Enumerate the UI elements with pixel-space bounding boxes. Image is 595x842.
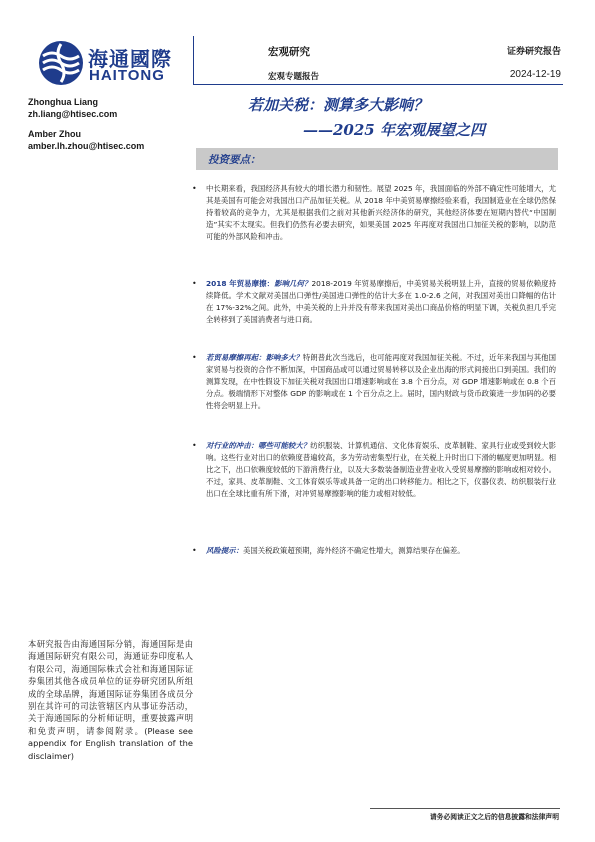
author-name: Zhonghua Liang	[28, 97, 98, 107]
author-email[interactable]: zh.liang@htisec.com	[28, 109, 118, 119]
key-points-header	[196, 148, 558, 170]
report-category: 宏观研究	[268, 46, 310, 58]
key-point-bullet	[192, 183, 556, 243]
bullet-lead: 影响几何？	[274, 279, 312, 288]
distribution-disclaimer: 本研究报告由海通国际分销，海通国际是由海通国际研究有限公司，海通证券印度私人有限公司，海通国际株式会社和海通国际证券集团其他各成员单位的证券研究团队所组成的全球品牌，海通国际证券集团各成员分别在其许可的司法管辖区内从事证券活动，关于海通国际的分析师证明，重要披露声明和免责声明，请参阅附录。(Please see appendix for English translation of the disclaimer)	[28, 639, 193, 761]
bullet-lead: 对行业的冲击：哪些可能较大？	[206, 441, 311, 450]
key-point-bullet	[192, 278, 556, 326]
author-name: Amber Zhou	[28, 129, 81, 139]
bullet-text: 特朗普此次当选后，也可能再度对我国加征关税。不过，近年来我国与其他国家贸易与投资的合作不断加深，中国商品或可以通过贸易转移以及企业出海的形式间接出口到美国。我们的测算发现，在中性假设下加征关税对我国出口增速影响或在 3.8 个百分点，对 GDP 增速影响或在 0.8 个百分点。极端情形下对整体 GDP 的影响或在 1 个百分点之上。届时，国内财政与货币政策进一步加码的必要性将会明显上升。	[206, 353, 556, 410]
bullet-text: 中长期来看，我国经济具有较大的增长潜力和韧性。展望 2025 年，我国面临的外部不确定性可能增大，尤其是美国有可能会对我国出口产品加征关税。从 2018 年中美贸易摩擦经验来看，我国制造业在全球仍然保持着较高的竞争力，尤其是根据我们之前对其他新兴经济体的研究，其他经济体要在短期内替代“中国制造”其实不太现实。但我们仍然有必要去研究，如果美国 2025 年再度对我国出口加征关税的影响，以防范可能的外部风险和冲击。	[206, 184, 556, 241]
bullet-prefix: 2018 年贸易摩擦：	[206, 279, 275, 288]
report-type: 证券研究报告	[506, 47, 561, 57]
bullet-icon: •	[192, 184, 197, 193]
key-points-label: 投资要点：	[208, 154, 261, 166]
haitong-emblem-icon	[38, 40, 84, 86]
key-point-bullet	[192, 440, 556, 500]
bullet-text: 纺织服装、计算机通信、文化体育娱乐、皮革制鞋、家具行业或受到较大影响。这些行业对出口的依赖度普遍较高，多为劳动密集型行业，在关税上升时出口下滑的幅度更加明显。相比之下，出口依赖度较低的下游消费行业，以及大多数装备制造业营业收入受贸易摩擦的影响或相对较小。不过，家具、皮革制鞋、文工体育娱乐等或具备一定的出口转移能力。相比之下，仪器仪表、纺织服装行业出口在全球比重有所下滑，对冲贸易摩擦影响的能力或相对较低。	[206, 441, 556, 498]
bullet-lead: 若贸易摩擦再起：影响多大？	[206, 353, 303, 362]
report-date: 2024-12-19	[509, 69, 561, 80]
bullet-lead: 风险提示：	[206, 546, 243, 555]
report-subcategory: 宏观专题报告	[268, 72, 320, 82]
bullet-icon: •	[192, 279, 197, 288]
bullet-text: 2018-2019 年贸易摩擦后，中美贸易关税明显上升，直接的贸易依赖度持续降低。学术文献对美国出口弹性/美国进口弹性的估计大多在 1.0-2.6 之间，对我国对美出口降幅的估计在 17%-32%之间。此外，中美关税的上升并没有带来我国对美出口商品价格的明显下调，关税负担几乎完全转移到了美国消费者与进口商。	[206, 279, 556, 324]
brand-name-en: HAITONG	[89, 67, 165, 84]
header-divider-horizontal	[193, 84, 563, 85]
brand-name-cn: 海通國際	[88, 47, 172, 71]
key-point-bullet	[192, 352, 556, 412]
report-title: 若加关税：测算多大影响？	[248, 96, 429, 114]
author-email[interactable]: amber.lh.zhou@htisec.com	[28, 141, 145, 151]
bullet-icon: •	[192, 546, 197, 555]
bullet-text: 美国关税政策超预期，海外经济不确定性增大，测算结果存在偏差。	[242, 546, 465, 555]
footer-notice: 请务必阅读正文之后的信息披露和法律声明	[429, 813, 559, 821]
report-subtitle: ——2025 年宏观展望之四	[303, 121, 485, 139]
haitong-logo	[38, 40, 178, 88]
footer-divider	[370, 808, 560, 809]
key-point-bullet	[192, 545, 556, 557]
header-divider-vertical	[193, 36, 194, 84]
bullet-icon: •	[192, 353, 197, 362]
bullet-icon: •	[192, 441, 197, 450]
